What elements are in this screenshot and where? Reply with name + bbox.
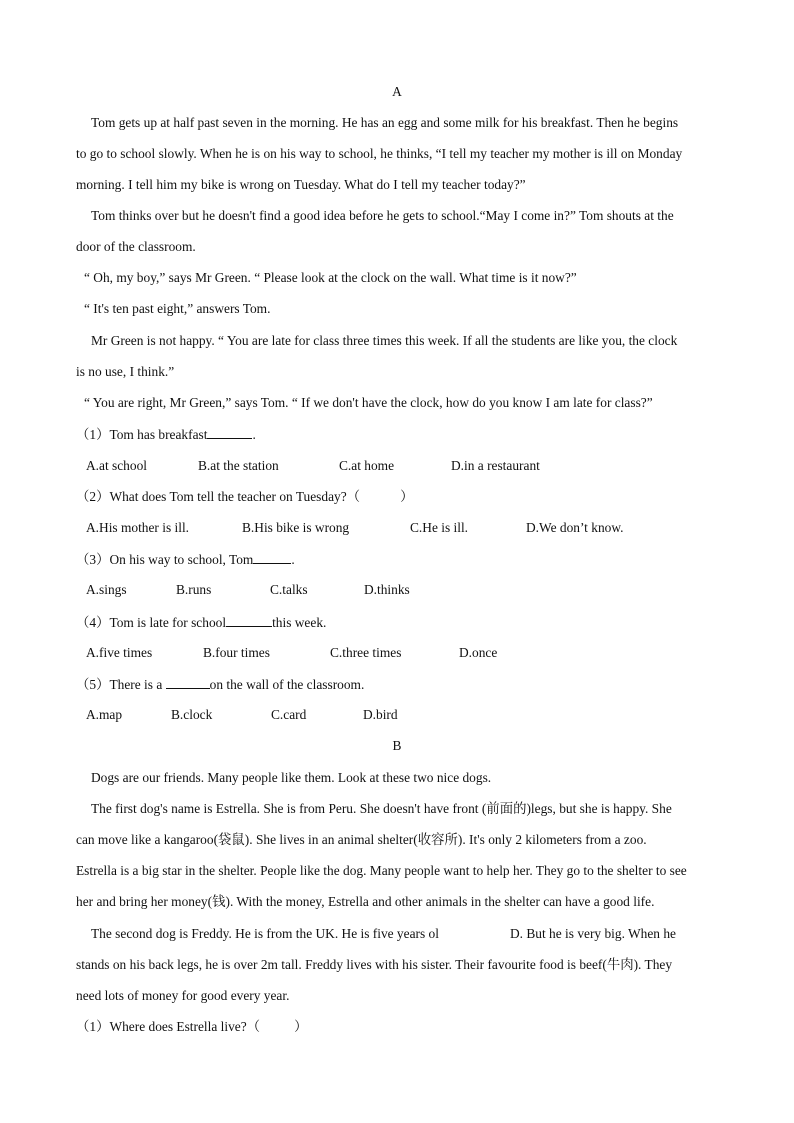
option-a[interactable]: A.His mother is ill.	[86, 520, 190, 535]
answer-blank[interactable]	[166, 675, 210, 689]
option-c[interactable]: C.at home	[339, 458, 395, 473]
paragraph-line: Tom thinks over but he doesn't find a good idea before he gets to school.“May I come in?” Tom shouts at the	[91, 208, 674, 223]
question-suffix: ）	[400, 489, 414, 504]
paragraph-line: The first dog's name is Estrella. She is from Peru. She doesn't have front (前面的)legs, but she is happy. She	[91, 801, 672, 816]
question-4	[76, 613, 326, 632]
option-d[interactable]: D.thinks	[364, 582, 410, 597]
option-b[interactable]: B.runs	[176, 582, 212, 597]
question-1	[76, 425, 256, 444]
question-suffix: .	[291, 552, 295, 567]
option-a[interactable]: A.at school	[86, 458, 147, 473]
option-c[interactable]: C.three times	[330, 645, 402, 660]
paragraph-line: morning. I tell him my bike is wrong on Tuesday. What do I tell my teacher today?”	[76, 177, 526, 192]
paragraph-line: is no use, I think.”	[76, 364, 175, 379]
option-a[interactable]: A.sings	[86, 582, 127, 597]
question-b1	[76, 1018, 307, 1036]
option-c[interactable]: C.He is ill.	[410, 520, 469, 535]
section-b-heading: B	[392, 738, 402, 753]
question-3	[76, 550, 295, 569]
question-suffix: this week.	[272, 615, 327, 630]
option-c[interactable]: C.card	[271, 707, 307, 722]
option-d[interactable]: D.bird	[363, 707, 398, 722]
paragraph-line: her and bring her money(钱). With the money, Estrella and other animals in the shelter can have a good life.	[76, 894, 655, 909]
option-d[interactable]: D.We don’t know.	[526, 520, 624, 535]
answer-blank[interactable]	[253, 550, 291, 564]
paragraph-line: Tom gets up at half past seven in the morning. He has an egg and some milk for his breakfast. Then he begins	[91, 115, 679, 130]
answer-blank[interactable]	[207, 425, 252, 439]
paragraph-line: need lots of money for good every year.	[76, 988, 290, 1003]
paragraph-line: Dogs are our friends. Many people like them. Look at these two nice dogs.	[91, 770, 492, 785]
option-a[interactable]: A.map	[86, 707, 123, 722]
question-2	[76, 488, 413, 506]
question-text: （5）There is a	[76, 677, 166, 692]
option-b[interactable]: B.four times	[203, 645, 270, 660]
paragraph-line: The second dog is Freddy. He is from the UK. He is five years ol	[91, 926, 439, 941]
question-text: （1）Where does Estrella live?（	[76, 1019, 261, 1034]
paragraph-line: door of the classroom.	[76, 239, 196, 254]
question-text: （2）What does Tom tell the teacher on Tuesday?（	[76, 489, 361, 504]
question-suffix: ）	[294, 1019, 308, 1034]
option-c[interactable]: C.talks	[270, 582, 308, 597]
answer-blank[interactable]	[226, 613, 272, 627]
paragraph-line: “ Oh, my boy,” says Mr Green. “ Please look at the clock on the wall. What time is it now?”	[84, 270, 577, 285]
option-d[interactable]: D.in a restaurant	[451, 458, 540, 473]
question-suffix: .	[252, 427, 256, 442]
paragraph-line: to go to school slowly. When he is on his way to school, he thinks, “I tell my teacher my mother is ill on Monday	[76, 146, 683, 161]
paragraph-line: “ It's ten past eight,” answers Tom.	[84, 301, 271, 316]
question-text: （1）Tom has breakfast	[76, 427, 208, 442]
option-a[interactable]: A.five times	[86, 645, 153, 660]
question-suffix: on the wall of the classroom.	[209, 677, 365, 692]
option-b[interactable]: B.clock	[171, 707, 213, 722]
paragraph-line: stands on his back legs, he is over 2m tall. Freddy lives with his sister. Their favourite food is beef(牛肉). They	[76, 957, 673, 972]
paragraph-line: can move like a kangaroo(袋鼠). She lives in an animal shelter(收容所). It's only 2 kilometers from a zoo.	[76, 832, 647, 847]
question-text: （3）On his way to school, Tom	[76, 552, 254, 567]
paragraph-line-continuation: D. But he is very big. When he	[510, 926, 676, 941]
option-d[interactable]: D.once	[459, 645, 498, 660]
question-5	[76, 675, 364, 694]
option-b[interactable]: B.at the station	[198, 458, 279, 473]
paragraph-line: Mr Green is not happy. “ You are late for class three times this week. If all the students are like you, the clock	[91, 333, 678, 348]
option-b[interactable]: B.His bike is wrong	[242, 520, 350, 535]
paragraph-line: “ You are right, Mr Green,” says Tom. “ If we don't have the clock, how do you know I am late for class?”	[84, 395, 653, 410]
section-a-heading: A	[392, 84, 402, 99]
question-text: （4）Tom is late for school	[76, 615, 227, 630]
paragraph-line: Estrella is a big star in the shelter. People like the dog. Many people want to help her. They go to the shelter to see	[76, 863, 687, 878]
